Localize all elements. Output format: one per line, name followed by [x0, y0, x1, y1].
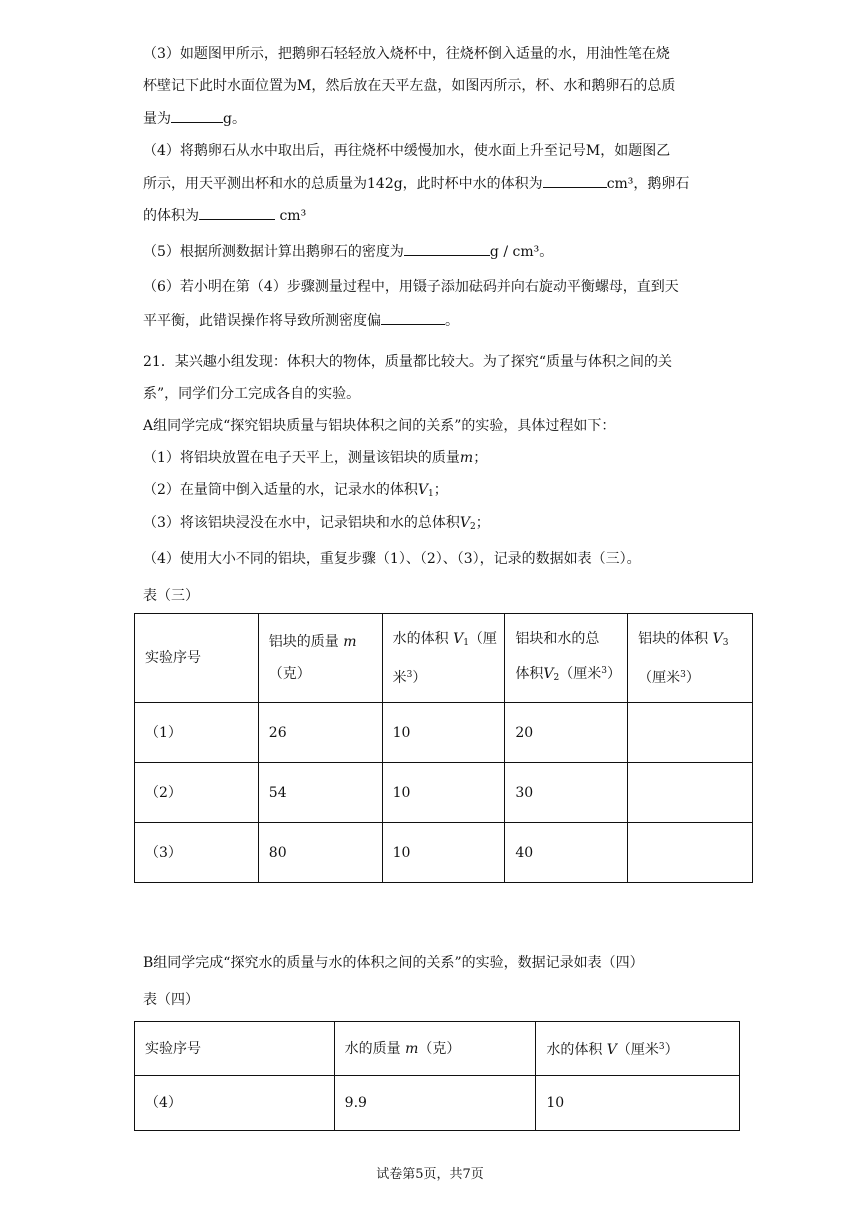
- subscript: 1: [463, 637, 469, 648]
- table-cell: 10: [536, 1076, 740, 1131]
- q20-step4-line2: [143, 173, 689, 194]
- table4: [134, 1021, 740, 1131]
- var: V: [417, 482, 429, 498]
- superscript: 3: [658, 1042, 665, 1052]
- q20-step6-line2: [143, 310, 459, 331]
- subscript: 3: [722, 637, 729, 648]
- var: m: [459, 450, 474, 466]
- table3-header-total-volume: [505, 614, 628, 703]
- table-row: [135, 703, 753, 763]
- text: ）: [606, 665, 621, 682]
- text: 铝块和水的总: [515, 630, 600, 647]
- subscript: 2: [470, 522, 476, 532]
- text: g。: [223, 111, 246, 127]
- var: V: [459, 515, 471, 531]
- var: m: [343, 634, 357, 650]
- text: ；: [473, 450, 488, 466]
- text: g / cm³。: [489, 244, 554, 260]
- table4-header-index: 实验序号: [135, 1022, 335, 1076]
- q20-step4-line3: [143, 205, 306, 226]
- text: 体积: [515, 665, 544, 682]
- q21-step1: [143, 448, 487, 468]
- table-cell: 54: [258, 763, 382, 823]
- q20-step3-line1: （3）如题图甲所示，把鹅卵石轻轻放入烧杯中，往烧杯倒入适量的水，用油性笔在烧: [143, 46, 670, 62]
- text: 水的体积: [392, 630, 449, 647]
- text: 量为: [143, 111, 171, 127]
- var: V: [712, 630, 723, 647]
- table3: [134, 613, 753, 883]
- answer-blank-stone-volume: [199, 205, 275, 220]
- subscript: 1: [428, 489, 434, 499]
- q21-intro-line1: 21．某兴趣小组发现：体积大的物体，质量都比较大。为了探究“质量与体积之间的关: [143, 354, 672, 370]
- table4-header-volume: [536, 1022, 740, 1076]
- q21-step3: [143, 513, 490, 537]
- table-cell: （3）: [135, 823, 259, 883]
- text: 。: [445, 313, 459, 329]
- var: m: [405, 1040, 419, 1057]
- table-row: [135, 1076, 740, 1131]
- text: （厘米: [616, 1042, 659, 1058]
- table-cell: 40: [505, 823, 628, 883]
- text: 铝块的体积: [638, 630, 709, 647]
- table4-caption: 表（四）: [143, 992, 199, 1008]
- q20-step3-line2: 杯壁记下此时水面位置为M，然后放在天平左盘，如图丙所示，杯、水和鹅卵石的总质: [143, 78, 676, 94]
- table-cell: 26: [258, 703, 382, 763]
- subscript: 2: [553, 672, 560, 683]
- superscript: 3: [601, 665, 607, 676]
- table4-header-row: [135, 1022, 740, 1076]
- text: （克）: [268, 666, 311, 682]
- text: （厘米: [559, 665, 602, 682]
- q20-step4-line1: （4）将鹅卵石从水中取出后，再往烧杯中缓慢加水，使水面上升至记号M，如题图乙: [143, 143, 671, 159]
- table-cell: [628, 823, 753, 883]
- answer-blank-density-error: [381, 310, 445, 325]
- text: ）: [685, 669, 700, 686]
- text: ；: [475, 515, 490, 531]
- table-cell: （4）: [135, 1076, 335, 1131]
- table4-header-mass: [334, 1022, 536, 1076]
- table3-caption: 表（三）: [143, 588, 199, 604]
- text: 水的质量: [344, 1040, 401, 1057]
- text: cm³，鹅卵石: [606, 176, 690, 192]
- q21-intro-line2: 系”，同学们分工完成各自的实验。: [143, 386, 361, 402]
- text: （2）在量筒中倒入适量的水，记录水的体积: [143, 482, 418, 498]
- text: （3）将该铝块浸没在水中，记录铝块和水的总体积: [143, 515, 460, 531]
- table3-header-index: 实验序号: [135, 614, 259, 703]
- q20-step3-line3: [143, 108, 246, 129]
- table3-header-mass: [258, 614, 382, 703]
- text: 的体积为: [143, 208, 199, 224]
- superscript: 3: [680, 669, 686, 680]
- table-cell: （1）: [135, 703, 259, 763]
- var: V: [606, 1042, 617, 1058]
- text: 米: [392, 669, 407, 686]
- var: V: [543, 665, 554, 682]
- text: cm³: [275, 208, 307, 224]
- table-cell: 80: [258, 823, 382, 883]
- text: （厘米: [638, 669, 681, 686]
- text: 所示，用天平测出杯和水的总质量为142g，此时杯中水的体积为: [143, 176, 543, 192]
- table-cell: [628, 763, 753, 823]
- table-cell: 9.9: [334, 1076, 536, 1131]
- table-cell: 20: [505, 703, 628, 763]
- q21-step2: [143, 480, 448, 504]
- q21-group-a: A组同学完成“探究铝块质量与铝块体积之间的关系”的实验，具体过程如下：: [143, 418, 616, 434]
- text: 平平衡，此错误操作将导致所测密度偏: [143, 313, 381, 329]
- q21-step4: （4）使用大小不同的铝块，重复步骤（1）、（2）、（3），记录的数据如表（三）。: [143, 551, 641, 567]
- table-cell: 10: [382, 823, 505, 883]
- answer-blank-total-mass: [171, 108, 223, 123]
- table-row: [135, 823, 753, 883]
- table-row: [135, 763, 753, 823]
- var: V: [453, 630, 464, 647]
- q20-step6-line1: （6）若小明在第（4）步骤测量过程中，用镊子添加砝码并向右旋动平衡螺母，直到天: [143, 279, 679, 295]
- text: 铝块的质量: [268, 634, 339, 650]
- text: （克）: [418, 1040, 461, 1057]
- table-cell: 10: [382, 703, 505, 763]
- answer-blank-water-volume: [543, 173, 607, 188]
- table-cell: 10: [382, 763, 505, 823]
- text: （1）将铝块放置在电子天平上，测量该铝块的质量: [143, 450, 460, 466]
- table3-header-water-volume: [382, 614, 505, 703]
- answer-blank-density: [404, 241, 490, 256]
- text: （5）根据所测数据计算出鹅卵石的密度为: [143, 244, 404, 260]
- superscript: 3: [406, 669, 413, 680]
- table-cell: [628, 703, 753, 763]
- text: （厘: [468, 630, 497, 647]
- table-cell: 30: [505, 763, 628, 823]
- text: ）: [412, 669, 427, 686]
- table3-header-block-volume: [628, 614, 753, 703]
- table-cell: （2）: [135, 763, 259, 823]
- table3-header-row: [135, 614, 753, 703]
- q21-group-b: B组同学完成“探究水的质量与水的体积之间的关系”的实验，数据记录如表（四）: [143, 955, 644, 971]
- page-footer: 试卷第5页，共7页: [376, 1167, 484, 1182]
- q20-step5-line: [143, 241, 553, 262]
- text: ；: [433, 482, 448, 498]
- text: 水的体积: [546, 1042, 603, 1058]
- text: ）: [664, 1042, 679, 1058]
